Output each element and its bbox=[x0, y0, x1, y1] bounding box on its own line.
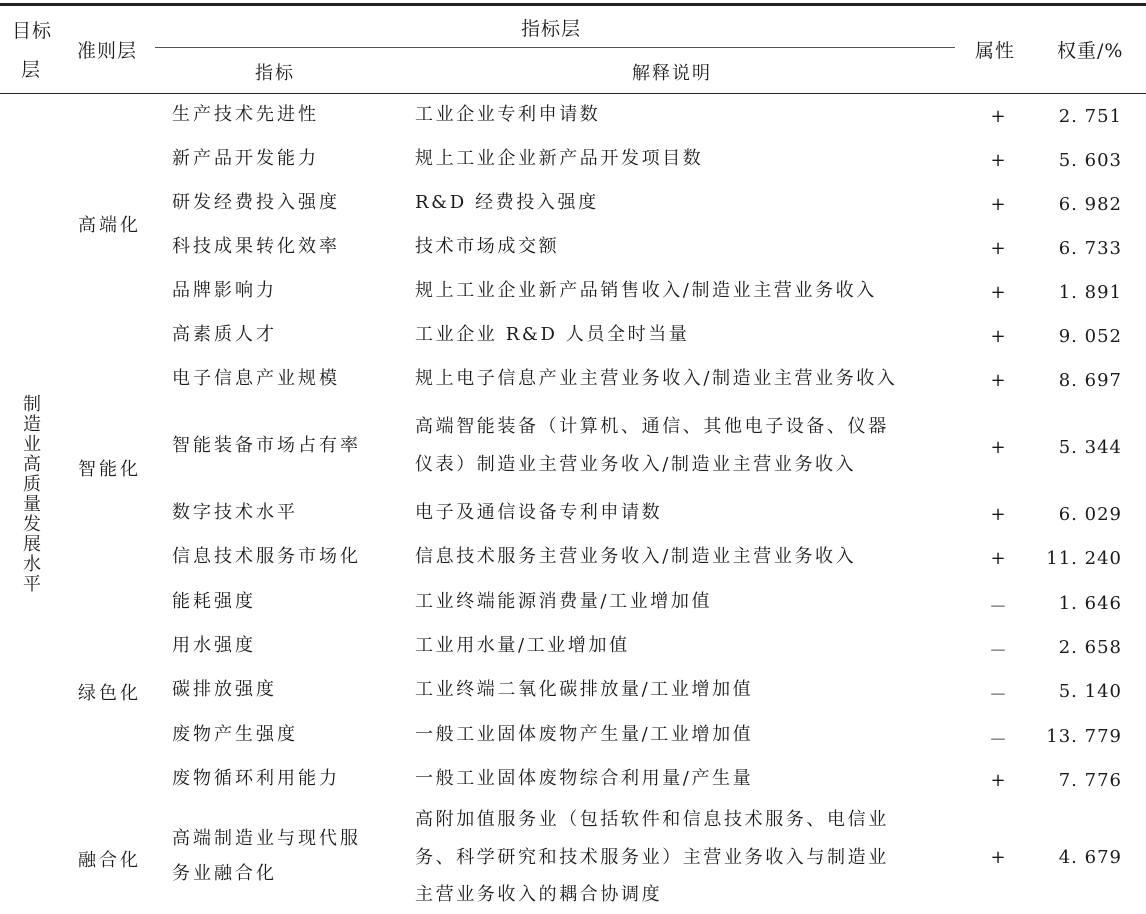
explanation-cell: 工业用水量/工业增加值 bbox=[415, 635, 630, 656]
weight-cell: 6. 982 bbox=[1058, 194, 1122, 215]
explanation-cell: 技术市场成交额 bbox=[415, 236, 560, 257]
target-layer-vertical: 制造业高质量发展水平 bbox=[23, 394, 41, 595]
indicator-cell: 碳排放强度 bbox=[172, 679, 277, 700]
explanation-cell-line2: 务、科学研究和技术服务业）主营业务收入与制造业 bbox=[415, 847, 889, 868]
explanation-cell: 工业企业 R&D 人员全时当量 bbox=[415, 324, 690, 345]
header-target-layer-line2: 层 bbox=[21, 59, 42, 81]
explanation-cell: 高附加值服务业（包括软件和信息技术服务、电信业 bbox=[415, 809, 889, 830]
attribute-cell: + bbox=[990, 282, 1006, 303]
weight-cell: 5. 344 bbox=[1058, 437, 1122, 458]
criterion-high-end: 高端化 bbox=[78, 215, 141, 236]
weight-cell: 2. 658 bbox=[1058, 637, 1122, 658]
attribute-cell: + bbox=[990, 150, 1006, 171]
attribute-cell: － bbox=[989, 685, 1007, 706]
indicator-layer-subrule bbox=[155, 47, 955, 48]
header-indicator-layer: 指标层 bbox=[521, 18, 582, 40]
header-bottom-rule bbox=[0, 93, 1146, 94]
weight-cell: 13. 779 bbox=[1046, 726, 1122, 747]
indicator-cell: 高端制造业与现代服 bbox=[172, 828, 361, 849]
attribute-cell: + bbox=[990, 504, 1006, 525]
weight-cell: 7. 776 bbox=[1058, 770, 1122, 791]
indicator-cell: 数字技术水平 bbox=[172, 502, 298, 523]
indicator-cell: 生产技术先进性 bbox=[172, 104, 319, 125]
weight-cell: 5. 140 bbox=[1058, 681, 1122, 702]
attribute-cell: + bbox=[990, 194, 1006, 215]
indicator-cell: 新产品开发能力 bbox=[172, 148, 319, 169]
weight-cell: 6. 029 bbox=[1058, 504, 1122, 525]
indicator-cell: 废物产生强度 bbox=[172, 724, 298, 745]
explanation-cell: R&D 经费投入强度 bbox=[415, 192, 599, 213]
weight-cell: 5. 603 bbox=[1058, 150, 1122, 171]
explanation-cell: 一般工业固体废物综合利用量/产生量 bbox=[415, 768, 754, 789]
header-explanation: 解释说明 bbox=[632, 63, 712, 84]
explanation-cell: 一般工业固体废物产生量/工业增加值 bbox=[415, 724, 754, 745]
indicator-cell: 废物循环利用能力 bbox=[172, 768, 340, 789]
attribute-cell: － bbox=[989, 730, 1007, 751]
attribute-cell: + bbox=[990, 238, 1006, 259]
attribute-cell: + bbox=[990, 847, 1006, 868]
weight-cell: 9. 052 bbox=[1058, 326, 1122, 347]
attribute-cell: + bbox=[990, 770, 1006, 791]
attribute-cell: + bbox=[990, 437, 1006, 458]
attribute-cell: － bbox=[989, 641, 1007, 662]
explanation-cell: 高端智能装备（计算机、通信、其他电子设备、仪器 bbox=[415, 416, 889, 437]
attribute-cell: + bbox=[990, 106, 1006, 127]
weight-cell: 11. 240 bbox=[1046, 548, 1122, 569]
explanation-cell: 规上工业企业新产品销售收入/制造业主营业务收入 bbox=[415, 280, 877, 301]
header-target-layer-line1: 目标 bbox=[12, 20, 53, 42]
indicator-cell: 科技成果转化效率 bbox=[172, 236, 340, 257]
explanation-cell: 工业终端能源消费量/工业增加值 bbox=[415, 591, 713, 612]
weight-cell: 1. 891 bbox=[1058, 282, 1122, 303]
attribute-cell: + bbox=[990, 326, 1006, 347]
explanation-cell: 工业终端二氧化碳排放量/工业增加值 bbox=[415, 679, 754, 700]
indicator-cell: 品牌影响力 bbox=[172, 280, 277, 301]
explanation-cell-line2: 仪表）制造业主营业务收入/制造业主营业务收入 bbox=[415, 454, 857, 475]
header-indicator: 指标 bbox=[255, 63, 295, 84]
weight-cell: 6. 733 bbox=[1058, 238, 1122, 259]
explanation-cell: 工业企业专利申请数 bbox=[415, 104, 601, 125]
indicator-cell: 能耗强度 bbox=[172, 591, 256, 612]
indicator-cell: 智能装备市场占有率 bbox=[172, 435, 361, 456]
indicator-cell: 高素质人才 bbox=[172, 324, 277, 345]
attribute-cell: + bbox=[990, 548, 1006, 569]
explanation-cell-line3: 主营业务收入的耦合协调度 bbox=[415, 884, 663, 905]
attribute-cell: － bbox=[989, 597, 1007, 618]
indicator-cell: 研发经费投入强度 bbox=[172, 192, 340, 213]
top-rule bbox=[0, 3, 1146, 6]
weight-cell: 4. 679 bbox=[1058, 847, 1122, 868]
indicator-cell: 电子信息产业规模 bbox=[172, 368, 340, 389]
weight-cell: 8. 697 bbox=[1058, 370, 1122, 391]
indicator-cell: 用水强度 bbox=[172, 635, 256, 656]
explanation-cell: 规上电子信息产业主营业务收入/制造业主营业务收入 bbox=[415, 368, 898, 389]
attribute-cell: + bbox=[990, 370, 1006, 391]
explanation-cell: 规上工业企业新产品开发项目数 bbox=[415, 148, 704, 169]
header-weight: 权重/% bbox=[1057, 40, 1124, 62]
weight-cell: 1. 646 bbox=[1058, 593, 1122, 614]
explanation-cell: 电子及通信设备专利申请数 bbox=[415, 502, 663, 523]
weight-cell: 2. 751 bbox=[1058, 106, 1122, 127]
header-criterion-layer: 准则层 bbox=[77, 40, 138, 62]
criterion-intelligent: 智能化 bbox=[78, 459, 141, 480]
criterion-green: 绿色化 bbox=[78, 683, 141, 704]
explanation-cell: 信息技术服务主营业务收入/制造业主营业务收入 bbox=[415, 546, 857, 567]
indicator-cell-line2: 务业融合化 bbox=[172, 863, 277, 884]
indicator-cell: 信息技术服务市场化 bbox=[172, 546, 361, 567]
criterion-integration: 融合化 bbox=[78, 850, 141, 871]
header-attribute: 属性 bbox=[975, 40, 1016, 62]
